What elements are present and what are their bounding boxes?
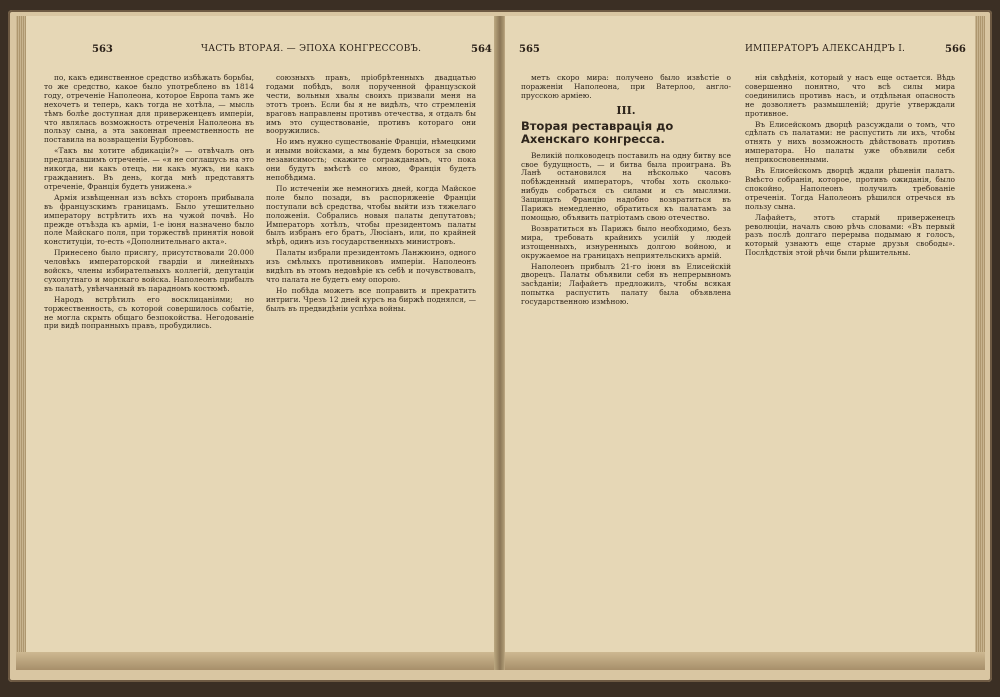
paragraph: метъ скоро мира: получено было извѣстіе о пораженіи Наполеона, при Ватерлоо, англо-прусскою арміею. xyxy=(521,73,731,100)
paragraph: «Такъ вы хотите абдикаціи?» — отвѣчалъ онъ предлагавшимъ отреченіе. — «я не соглашусь на это никогда, ни какъ отецъ, ни какъ мужъ, ни какъ гражданинъ. Въ день, когда мнѣ представятъ отреченіе, Франція будетъ унижена.» xyxy=(44,146,254,191)
open-book xyxy=(8,10,992,682)
page-edge-left xyxy=(16,16,26,670)
page-number-564: 564 xyxy=(471,44,492,55)
paragraph: По истеченіи же немногихъ дней, когда Майское поле было позади, въ распоряженіе Франціи поступали всѣ средства, чтобы выйти изъ тяжелаго положенія. Собрались новыя палаты депутатовъ; Императоръ хотѣлъ, чтобы президентомъ палаты былъ избранъ его братъ, Люсіанъ, или, по крайней мѣрѣ, одинъ изъ государственныхъ министровъ. xyxy=(266,183,476,247)
paragraph: Въ Елисейскомъ дворцѣ ждали рѣшенія палатъ. Вмѣсто собранія, которое, противъ ожиданія, было спокойно, Наполеонъ получилъ требованіе отреченія. Тогда Наполеонъ рѣшился отречься въ пользу сына. xyxy=(745,166,955,211)
paragraph: по, какъ единственное средство избѣжать борьбы, то же средство, какое было употреблено въ 1814 году, отреченіе Наполеона, которое Европа тамъ же нехочетъ и теперь, какъ тогда не хотѣла, — мысль тѣмъ болѣе доступная для приверженцевъ имперіи, что являлась возможность отреченія Наполеона въ пользу сына, а эта законная преемственность не поставила на возвращеніи Бурбоновъ. xyxy=(44,73,254,145)
page-edge-right xyxy=(975,16,985,670)
paragraph: Возвратиться въ Парижъ было необходимо, безъ мира, требовать крайнихъ усилій у людей изтощенныхъ, изнуренныхъ долгою войною, и окружаемое на границахъ неприятельскихъ армій. xyxy=(521,223,731,260)
paragraph: Армія извѣщенная изъ всѣхъ сторонъ прибывала въ французскимъ границамъ. Было утешительно императору встрѣтить ихъ на чужой почвѣ. Но прежде отъѣзда къ арміи, 1-е іюня назначено было поле Майскаго поля, при торжествѣ принятія новой конституціи, то-есть «Дополнительнаго акта». xyxy=(44,192,254,247)
paragraph: Наполеонъ прибылъ 21-го іюня въ Елисейскій дворецъ. Палаты объявили себя въ непрерывномъ засѣданіи; Лафайетъ предложилъ, чтобы всякая попытка распустить палату была объявлена государственною измѣною. xyxy=(521,261,731,307)
page-number-566: 566 xyxy=(945,44,966,55)
paragraph: Принесено было присягу, присутствовали 20.000 человѣкъ императорской гвардіи и линейныхъ войскъ, члены избирательныхъ коллегій, депутаціи сухопутнаго и морскаго войска. Наполеонъ прибылъ въ палатѣ, увѣнчанный въ парадномъ костюмѣ. xyxy=(44,248,254,293)
left-page-column-2 xyxy=(266,74,476,316)
paragraph: Но имъ нужно существованіе Франціи, нѣмецкими и иными войсками, а мы будемъ бороться за свою независимость; скажите согражданамъ, что пока они будутъ вмѣстѣ со мною, Франція будетъ непобѣдима. xyxy=(266,137,476,182)
right-page-column-2 xyxy=(745,74,955,260)
paragraph: союзныхъ правъ, пріобрѣтенныхъ двадцатью годами побѣдъ, воля порученной французской чести, вольныя хвалы своихъ призвали меня на этотъ тронъ. Если бы я не видѣлъ, что стремленія враговъ направлены противъ отечества, я отдалъ бы имъ это существованіе, противъ котораго они вооружились. xyxy=(266,73,476,136)
right-page-column-1 xyxy=(521,74,731,309)
left-page xyxy=(16,16,497,670)
right-page-header xyxy=(505,44,985,60)
page-number-563: 563 xyxy=(92,44,113,55)
paragraph: Лафайетъ, этотъ старый приверженецъ революціи, началъ свою рѣчь словами: «Въ первый разъ послѣ долгаго перерыва подымаю я голосъ, который узнаютъ еще старые друзья свободы». Послѣдствія этой рѣчи были рѣшительны. xyxy=(745,212,955,258)
left-page-header xyxy=(16,44,496,60)
right-page xyxy=(504,16,985,670)
page-bottom-edge xyxy=(16,652,496,670)
section-title: Вторая реставрація до Ахенскаго конгресса. xyxy=(521,118,674,146)
paragraph: нія свѣдѣнія, который у насъ еще остается. Вѣдь совершенно понятно, что всѣ силы мира соединились противъ насъ, и отдѣльная опасность не дозволяетъ размышленій; другіе утверждали противное. xyxy=(745,73,955,118)
page-bottom-edge xyxy=(505,652,985,670)
paragraph: Великій полководецъ поставилъ на одну битву все свое будущность, — и битва была проиграна. Въ Ланѣ остановился на нѣсколько часовъ побѣжденный императоръ, чтобы хоть сколько-нибудь собраться съ силами и съ мыслями. Защищать Францію надобно возвратиться въ Парижъ немедленно, обратиться къ палатамъ за помощью, объявить патріотамъ свою отечество. xyxy=(521,150,731,222)
paragraph: Въ Елисейскомъ дворцѣ разсуждали о томъ, что сдѣлать съ палатами: не распустить ли ихъ, чтобы отнять у нихъ возможность дѣйствовать противъ императора. Но палаты уже объявили себя неприкосновенными. xyxy=(745,119,955,165)
section-numeral: III. xyxy=(616,103,636,117)
paragraph: Но побѣда можетъ все поправить и прекратить интриги. Чрезъ 12 дней курсъ на биржѣ поднялся, — былъ въ предвидѣніи успѣха войны. xyxy=(266,285,476,313)
paragraph: Народъ встрѣтилъ его восклицаніями; но торжественность, съ которой совершилось событіе, не могла скрыть общаго безпокойства. Негодованіе при видѣ попранныхъ правъ, пробудились. xyxy=(44,294,254,331)
paragraph: Палаты избрали президентомъ Ланжюинэ, одного изъ смѣлыхъ противниковъ имперіи. Наполеонъ видѣлъ въ этомъ недовѣріе къ себѣ и почувствовалъ, что палата не будетъ ему опорою. xyxy=(266,248,476,284)
running-header-left: ЧАСТЬ ВТОРАЯ. — ЭПОХА КОНГРЕССОВЪ. xyxy=(201,44,422,54)
running-header-right: ИМПЕРАТОРЪ АЛЕКСАНДРЪ I. xyxy=(745,44,906,54)
page-number-565: 565 xyxy=(519,44,540,55)
left-page-column-1 xyxy=(44,74,254,333)
